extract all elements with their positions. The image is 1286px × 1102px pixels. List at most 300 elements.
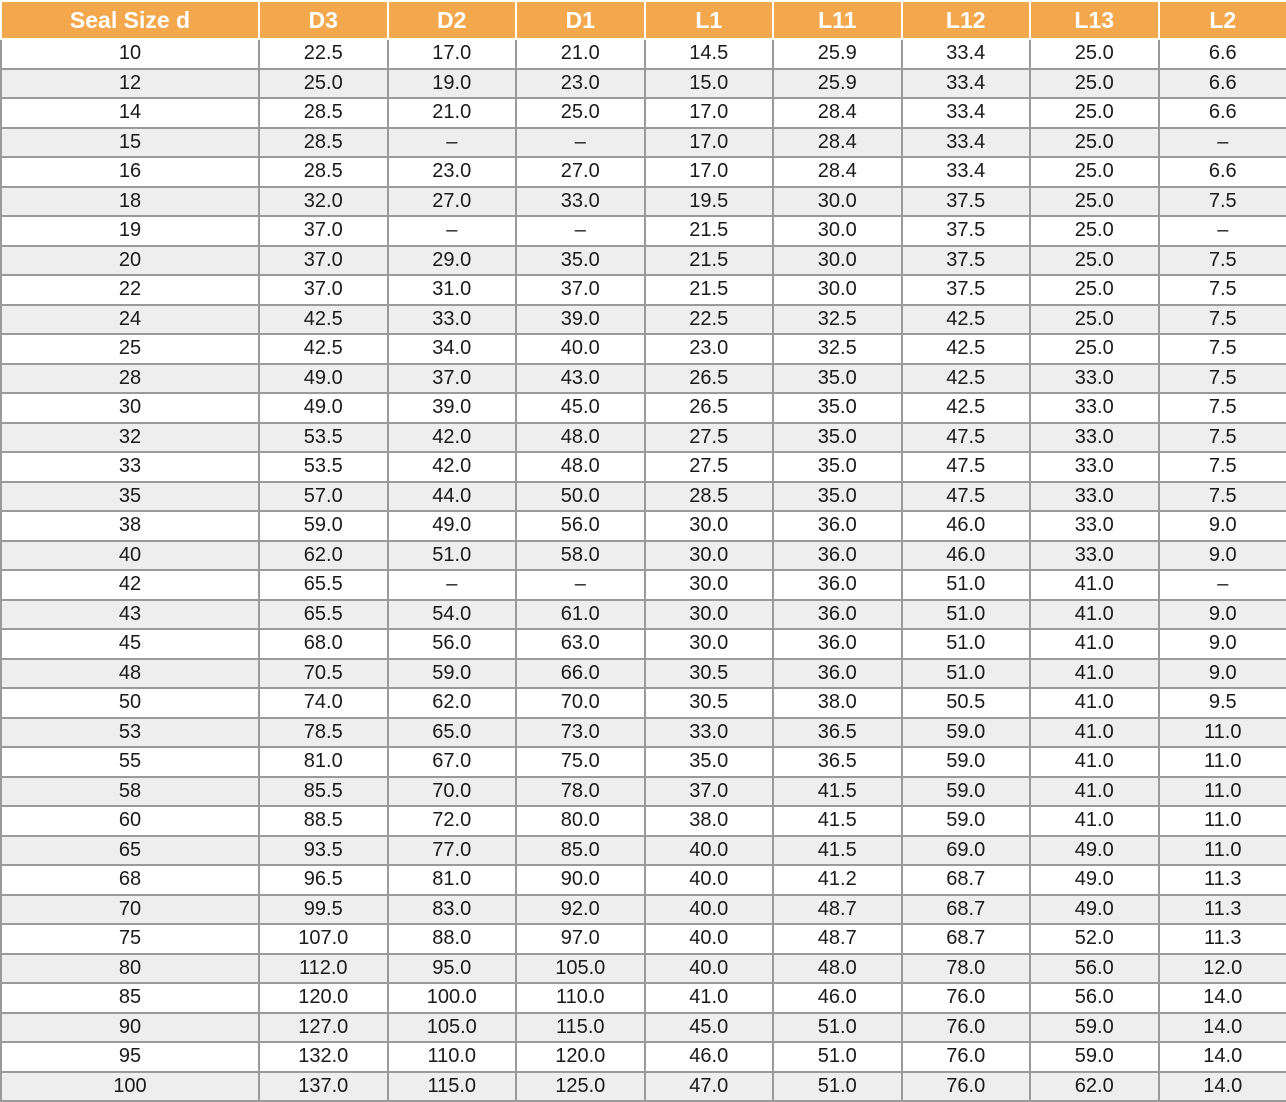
dimension-cell: 42.5 [259, 305, 388, 335]
dimension-cell: 12.0 [1159, 954, 1286, 984]
dimension-cell: 39.0 [388, 393, 517, 423]
dimension-cell: 48.7 [773, 895, 902, 925]
dimension-cell: 48.0 [516, 423, 645, 453]
seal-size-cell: 24 [1, 305, 259, 335]
dimension-cell: 59.0 [902, 747, 1031, 777]
dimension-cell: 92.0 [516, 895, 645, 925]
column-header: Seal Size d [1, 1, 259, 39]
table-row [1, 541, 1286, 571]
dimension-cell: 30.0 [645, 541, 774, 571]
dimension-cell: 46.0 [645, 1042, 774, 1072]
dimension-cell: 25.0 [1030, 187, 1159, 217]
column-header: L11 [773, 1, 902, 39]
dimension-cell: 21.5 [645, 216, 774, 246]
dimension-cell: 33.4 [902, 39, 1031, 69]
seal-size-cell: 45 [1, 629, 259, 659]
dimension-cell: 41.0 [1030, 570, 1159, 600]
column-header: L12 [902, 1, 1031, 39]
dimension-cell: 57.0 [259, 482, 388, 512]
table-row [1, 393, 1286, 423]
dimension-cell: 107.0 [259, 924, 388, 954]
dimension-cell: 31.0 [388, 275, 517, 305]
seal-size-cell: 20 [1, 246, 259, 276]
seal-size-cell: 15 [1, 128, 259, 158]
dimension-cell: 17.0 [645, 98, 774, 128]
dimension-cell: 33.4 [902, 128, 1031, 158]
dimension-cell: 33.0 [1030, 541, 1159, 571]
dimension-cell: 38.0 [773, 688, 902, 718]
dimension-cell: 11.3 [1159, 865, 1286, 895]
dimension-cell: 53.5 [259, 452, 388, 482]
dimension-cell: 51.0 [388, 541, 517, 571]
dimension-cell: 37.5 [902, 187, 1031, 217]
dimension-cell: 25.0 [516, 98, 645, 128]
dimension-cell: 19.0 [388, 69, 517, 99]
dimension-cell: 62.0 [1030, 1072, 1159, 1102]
table-row [1, 157, 1286, 187]
dimension-cell: 47.0 [645, 1072, 774, 1102]
dimension-cell: 25.0 [1030, 39, 1159, 69]
dimension-cell: 35.0 [773, 482, 902, 512]
dimension-cell: 37.0 [388, 364, 517, 394]
dimension-cell: 25.0 [259, 69, 388, 99]
table-row [1, 629, 1286, 659]
dimension-cell: 23.0 [388, 157, 517, 187]
table-row [1, 39, 1286, 69]
dimension-cell: – [388, 128, 517, 158]
table-row [1, 865, 1286, 895]
dimension-cell: 33.0 [1030, 452, 1159, 482]
dimension-cell: 29.0 [388, 246, 517, 276]
dimension-cell: 76.0 [902, 1072, 1031, 1102]
seal-size-cell: 10 [1, 39, 259, 69]
dimension-cell: 78.5 [259, 718, 388, 748]
dimension-cell: 33.4 [902, 157, 1031, 187]
table-row [1, 747, 1286, 777]
dimension-cell: 51.0 [773, 1013, 902, 1043]
dimension-cell: 59.0 [902, 806, 1031, 836]
dimension-cell: 34.0 [388, 334, 517, 364]
dimension-cell: 76.0 [902, 1013, 1031, 1043]
dimension-cell: 35.0 [773, 423, 902, 453]
dimension-cell: 25.0 [1030, 275, 1159, 305]
dimension-cell: 37.5 [902, 216, 1031, 246]
dimension-cell: 96.5 [259, 865, 388, 895]
dimension-cell: 47.5 [902, 482, 1031, 512]
dimension-cell: 41.2 [773, 865, 902, 895]
dimension-cell: 110.0 [516, 983, 645, 1013]
dimension-cell: 45.0 [645, 1013, 774, 1043]
seal-size-cell: 16 [1, 157, 259, 187]
dimension-cell: 41.0 [1030, 688, 1159, 718]
dimension-cell: 6.6 [1159, 69, 1286, 99]
seal-size-cell: 95 [1, 1042, 259, 1072]
dimension-cell: 115.0 [388, 1072, 517, 1102]
dimension-cell: 99.5 [259, 895, 388, 925]
dimension-cell: 30.5 [645, 688, 774, 718]
dimension-cell: 41.0 [1030, 600, 1159, 630]
dimension-cell: 33.0 [1030, 423, 1159, 453]
dimension-cell: 132.0 [259, 1042, 388, 1072]
dimension-cell: 37.0 [645, 777, 774, 807]
seal-size-cell: 18 [1, 187, 259, 217]
dimension-cell: 43.0 [516, 364, 645, 394]
column-header: D3 [259, 1, 388, 39]
dimension-cell: 25.0 [1030, 305, 1159, 335]
seal-size-cell: 100 [1, 1072, 259, 1102]
seal-size-cell: 28 [1, 364, 259, 394]
dimension-cell: 35.0 [645, 747, 774, 777]
table-row [1, 1042, 1286, 1072]
dimension-cell: 22.5 [259, 39, 388, 69]
dimension-cell: 21.5 [645, 275, 774, 305]
dimension-cell: 33.0 [1030, 511, 1159, 541]
dimension-cell: 41.5 [773, 836, 902, 866]
dimension-cell: 40.0 [645, 865, 774, 895]
table-row [1, 98, 1286, 128]
dimension-cell: 68.0 [259, 629, 388, 659]
dimension-cell: 11.0 [1159, 777, 1286, 807]
dimension-cell: 35.0 [773, 452, 902, 482]
table-row [1, 128, 1286, 158]
dimension-cell: 11.0 [1159, 747, 1286, 777]
table-row [1, 364, 1286, 394]
dimension-cell: 30.0 [645, 511, 774, 541]
dimension-cell: 127.0 [259, 1013, 388, 1043]
dimension-cell: 7.5 [1159, 187, 1286, 217]
seal-size-cell: 32 [1, 423, 259, 453]
dimension-cell: 63.0 [516, 629, 645, 659]
dimension-cell: 45.0 [516, 393, 645, 423]
dimension-cell: 112.0 [259, 954, 388, 984]
dimension-cell: 51.0 [902, 600, 1031, 630]
dimension-cell: 70.0 [516, 688, 645, 718]
table-row [1, 718, 1286, 748]
dimension-cell: 76.0 [902, 1042, 1031, 1072]
dimension-cell: 6.6 [1159, 98, 1286, 128]
dimension-cell: 14.0 [1159, 1013, 1286, 1043]
dimension-cell: 30.0 [645, 629, 774, 659]
seal-size-cell: 75 [1, 924, 259, 954]
dimension-cell: 35.0 [773, 393, 902, 423]
seal-size-cell: 30 [1, 393, 259, 423]
dimension-cell: 19.5 [645, 187, 774, 217]
dimension-cell: 48.7 [773, 924, 902, 954]
dimension-cell: 32.0 [259, 187, 388, 217]
dimension-cell: 49.0 [1030, 895, 1159, 925]
dimension-cell: 33.0 [1030, 364, 1159, 394]
dimension-cell: 25.9 [773, 69, 902, 99]
table-row [1, 511, 1286, 541]
dimension-cell: 30.5 [645, 659, 774, 689]
dimension-cell: 36.0 [773, 600, 902, 630]
dimension-cell: 28.5 [259, 157, 388, 187]
dimension-cell: 59.0 [902, 718, 1031, 748]
dimension-cell: 33.4 [902, 69, 1031, 99]
dimension-cell: 95.0 [388, 954, 517, 984]
dimension-cell: 41.0 [1030, 718, 1159, 748]
dimension-cell: 30.0 [773, 187, 902, 217]
dimension-cell: 39.0 [516, 305, 645, 335]
dimension-cell: 46.0 [902, 541, 1031, 571]
table-row [1, 954, 1286, 984]
dimension-cell: 35.0 [516, 246, 645, 276]
table-row [1, 983, 1286, 1013]
dimension-cell: 97.0 [516, 924, 645, 954]
dimension-cell: 7.5 [1159, 364, 1286, 394]
dimension-cell: 70.5 [259, 659, 388, 689]
dimension-cell: 42.5 [902, 305, 1031, 335]
dimension-cell: 25.9 [773, 39, 902, 69]
dimension-cell: 120.0 [516, 1042, 645, 1072]
dimension-cell: 47.5 [902, 423, 1031, 453]
dimension-cell: 7.5 [1159, 482, 1286, 512]
seal-size-cell: 35 [1, 482, 259, 512]
dimension-cell: 33.0 [388, 305, 517, 335]
dimension-cell: 52.0 [1030, 924, 1159, 954]
dimension-cell: 47.5 [902, 452, 1031, 482]
dimension-cell: 51.0 [773, 1042, 902, 1072]
dimension-cell: 7.5 [1159, 275, 1286, 305]
dimension-cell: 73.0 [516, 718, 645, 748]
dimension-cell: 56.0 [388, 629, 517, 659]
dimension-cell: 46.0 [902, 511, 1031, 541]
seal-size-cell: 19 [1, 216, 259, 246]
dimension-cell: 30.0 [645, 600, 774, 630]
dimension-cell: 48.0 [773, 954, 902, 984]
dimension-cell: 27.5 [645, 452, 774, 482]
seal-size-cell: 85 [1, 983, 259, 1013]
dimension-cell: 33.0 [645, 718, 774, 748]
table-row [1, 216, 1286, 246]
dimension-cell: 77.0 [388, 836, 517, 866]
dimension-cell: 32.5 [773, 334, 902, 364]
dimension-cell: 28.5 [259, 128, 388, 158]
seal-size-cell: 50 [1, 688, 259, 718]
dimension-cell: 41.0 [1030, 777, 1159, 807]
column-header: L1 [645, 1, 774, 39]
dimension-cell: 17.0 [645, 128, 774, 158]
dimension-cell: 40.0 [645, 836, 774, 866]
dimension-cell: 81.0 [259, 747, 388, 777]
dimension-cell: 75.0 [516, 747, 645, 777]
dimension-cell: 22.5 [645, 305, 774, 335]
dimension-cell: 137.0 [259, 1072, 388, 1102]
dimension-cell: 14.0 [1159, 983, 1286, 1013]
dimension-cell: 49.0 [1030, 836, 1159, 866]
dimension-cell: 28.5 [645, 482, 774, 512]
dimension-cell: 7.5 [1159, 393, 1286, 423]
seal-size-cell: 33 [1, 452, 259, 482]
seal-size-cell: 25 [1, 334, 259, 364]
dimension-cell: – [516, 570, 645, 600]
dimension-cell: 36.0 [773, 541, 902, 571]
dimension-cell: 23.0 [645, 334, 774, 364]
dimension-cell: 67.0 [388, 747, 517, 777]
dimension-cell: 69.0 [902, 836, 1031, 866]
dimension-cell: 41.0 [645, 983, 774, 1013]
table-row [1, 570, 1286, 600]
table-row [1, 482, 1286, 512]
dimension-cell: 41.5 [773, 806, 902, 836]
dimension-cell: 23.0 [516, 69, 645, 99]
dimension-cell: 65.5 [259, 570, 388, 600]
table-row [1, 600, 1286, 630]
dimension-cell: 26.5 [645, 364, 774, 394]
dimension-cell: 25.0 [1030, 69, 1159, 99]
dimension-cell: 36.0 [773, 629, 902, 659]
table-body [1, 39, 1286, 1101]
dimension-cell: 66.0 [516, 659, 645, 689]
dimension-cell: 30.0 [645, 570, 774, 600]
dimension-cell: 78.0 [516, 777, 645, 807]
dimension-cell: 36.5 [773, 747, 902, 777]
dimension-cell: 49.0 [259, 393, 388, 423]
dimension-cell: 40.0 [645, 924, 774, 954]
dimension-cell: 42.0 [388, 452, 517, 482]
dimension-cell: 11.0 [1159, 718, 1286, 748]
dimension-cell: 51.0 [902, 659, 1031, 689]
dimension-cell: 9.5 [1159, 688, 1286, 718]
dimension-cell: 21.0 [388, 98, 517, 128]
seal-size-cell: 65 [1, 836, 259, 866]
dimension-cell: 58.0 [516, 541, 645, 571]
column-header: L2 [1159, 1, 1286, 39]
dimension-cell: 41.0 [1030, 747, 1159, 777]
dimension-cell: 54.0 [388, 600, 517, 630]
dimension-cell: 11.3 [1159, 924, 1286, 954]
dimension-cell: 37.0 [516, 275, 645, 305]
dimension-cell: 7.5 [1159, 423, 1286, 453]
dimension-cell: 59.0 [259, 511, 388, 541]
dimension-cell: 68.7 [902, 895, 1031, 925]
seal-size-cell: 60 [1, 806, 259, 836]
column-header: L13 [1030, 1, 1159, 39]
dimension-cell: 26.5 [645, 393, 774, 423]
dimension-cell: 36.0 [773, 659, 902, 689]
dimension-cell: 46.0 [773, 983, 902, 1013]
dimension-cell: 42.5 [902, 364, 1031, 394]
seal-size-cell: 80 [1, 954, 259, 984]
dimension-cell: 40.0 [645, 954, 774, 984]
dimension-cell: 68.7 [902, 865, 1031, 895]
dimension-cell: 90.0 [516, 865, 645, 895]
dimension-cell: 27.5 [645, 423, 774, 453]
seal-size-cell: 22 [1, 275, 259, 305]
dimension-cell: 37.0 [259, 216, 388, 246]
dimension-cell: 65.0 [388, 718, 517, 748]
dimension-cell: 28.4 [773, 128, 902, 158]
dimension-cell: 53.5 [259, 423, 388, 453]
dimension-cell: 48.0 [516, 452, 645, 482]
dimension-cell: – [388, 216, 517, 246]
dimension-cell: 110.0 [388, 1042, 517, 1072]
dimension-cell: 14.5 [645, 39, 774, 69]
dimension-cell: 70.0 [388, 777, 517, 807]
dimension-cell: 21.0 [516, 39, 645, 69]
dimension-cell: 11.0 [1159, 806, 1286, 836]
dimension-cell: 30.0 [773, 216, 902, 246]
dimension-cell: 49.0 [259, 364, 388, 394]
dimension-cell: 42.5 [902, 393, 1031, 423]
dimension-cell: 36.5 [773, 718, 902, 748]
dimension-cell: 9.0 [1159, 600, 1286, 630]
dimension-cell: 17.0 [388, 39, 517, 69]
dimension-cell: 115.0 [516, 1013, 645, 1043]
dimension-cell: 41.0 [1030, 629, 1159, 659]
dimension-cell: 83.0 [388, 895, 517, 925]
dimension-cell: 33.0 [1030, 482, 1159, 512]
dimension-cell: 28.5 [259, 98, 388, 128]
seal-size-cell: 42 [1, 570, 259, 600]
dimension-cell: – [1159, 128, 1286, 158]
dimension-cell: 85.5 [259, 777, 388, 807]
dimension-cell: – [516, 128, 645, 158]
dimension-cell: 59.0 [388, 659, 517, 689]
dimension-cell: 51.0 [773, 1072, 902, 1102]
dimension-cell: 11.0 [1159, 836, 1286, 866]
dimension-cell: 7.5 [1159, 452, 1286, 482]
dimension-cell: 51.0 [902, 629, 1031, 659]
dimension-cell: 61.0 [516, 600, 645, 630]
table-row [1, 452, 1286, 482]
dimension-cell: 6.6 [1159, 157, 1286, 187]
dimension-cell: 41.0 [1030, 659, 1159, 689]
dimension-cell: 25.0 [1030, 157, 1159, 187]
column-header: D2 [388, 1, 517, 39]
table-row [1, 1013, 1286, 1043]
dimension-cell: 80.0 [516, 806, 645, 836]
dimension-cell: 59.0 [902, 777, 1031, 807]
seal-size-cell: 58 [1, 777, 259, 807]
dimension-cell: 41.0 [1030, 806, 1159, 836]
dimension-cell: 56.0 [516, 511, 645, 541]
table-header [1, 1, 1286, 39]
dimension-cell: 105.0 [388, 1013, 517, 1043]
table-row [1, 806, 1286, 836]
dimension-cell: 28.4 [773, 98, 902, 128]
dimension-cell: 25.0 [1030, 334, 1159, 364]
dimension-cell: 40.0 [516, 334, 645, 364]
dimension-cell: 42.5 [902, 334, 1031, 364]
seal-size-cell: 12 [1, 69, 259, 99]
dimension-cell: 37.0 [259, 246, 388, 276]
table-row [1, 688, 1286, 718]
dimension-cell: 42.5 [259, 334, 388, 364]
dimension-cell: 30.0 [773, 246, 902, 276]
dimension-cell: 11.3 [1159, 895, 1286, 925]
table-row [1, 659, 1286, 689]
dimension-cell: 36.0 [773, 511, 902, 541]
table-row [1, 777, 1286, 807]
dimension-cell: – [1159, 216, 1286, 246]
column-header: D1 [516, 1, 645, 39]
dimension-cell: 14.0 [1159, 1042, 1286, 1072]
seal-size-cell: 43 [1, 600, 259, 630]
table-row [1, 69, 1286, 99]
dimension-cell: 30.0 [773, 275, 902, 305]
dimension-cell: 6.6 [1159, 39, 1286, 69]
dimension-cell: 7.5 [1159, 246, 1286, 276]
dimension-cell: – [388, 570, 517, 600]
dimension-cell: 14.0 [1159, 1072, 1286, 1102]
dimension-cell: 81.0 [388, 865, 517, 895]
dimension-cell: 37.5 [902, 275, 1031, 305]
dimension-cell: 25.0 [1030, 246, 1159, 276]
dimension-cell: 35.0 [773, 364, 902, 394]
dimension-cell: 51.0 [902, 570, 1031, 600]
dimension-cell: – [516, 216, 645, 246]
